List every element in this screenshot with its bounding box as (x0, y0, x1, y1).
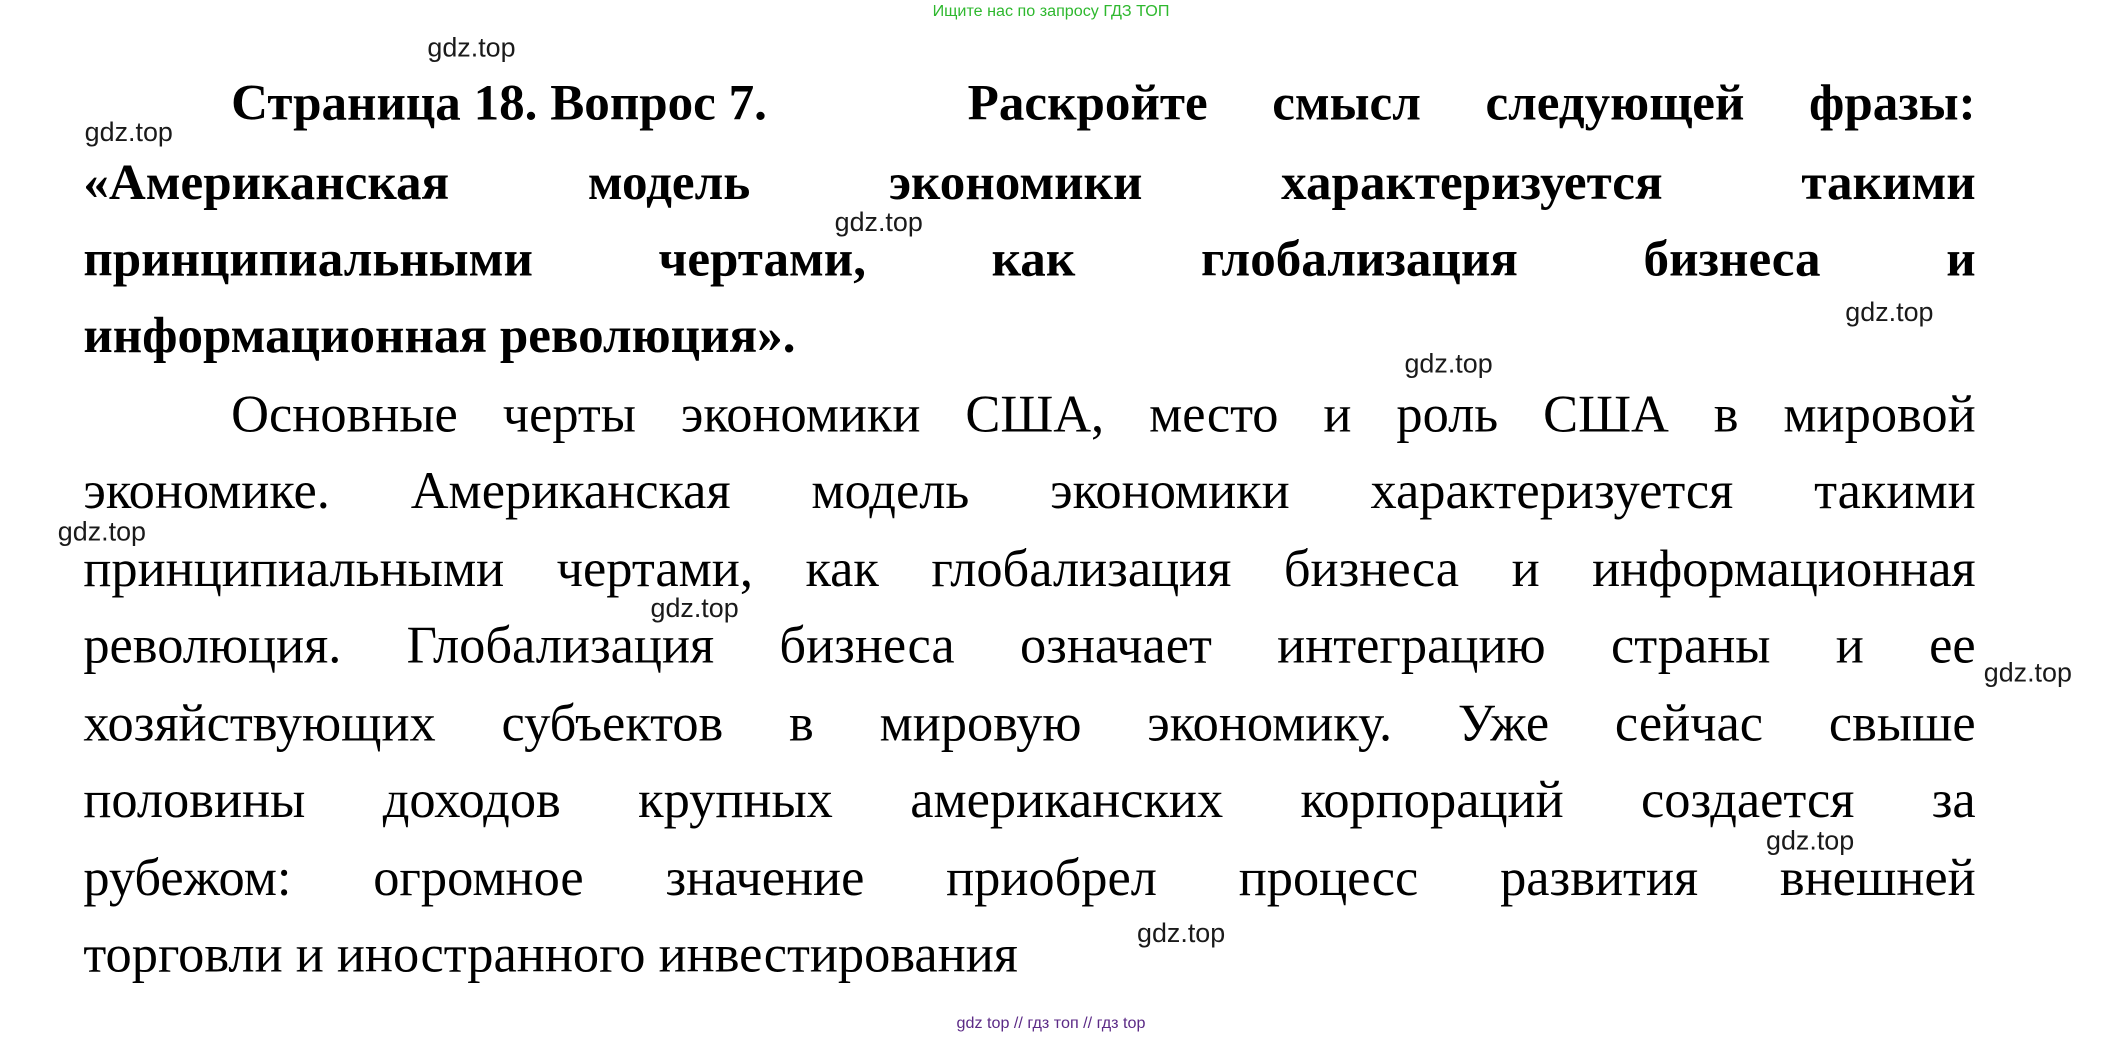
watermark: gdz.top (1137, 919, 1226, 949)
answer-line-2: экономике. Американская модель экономики характеризуется такими (83, 462, 1976, 521)
watermark: gdz.top (57, 517, 146, 548)
question-header: Страница 18. Вопрос 7. (231, 75, 767, 132)
footer-links[interactable]: gdz top // гдз топ // гдз top (956, 1013, 1146, 1033)
watermark: gdz.top (650, 594, 739, 624)
answer-line-5: хозяйствующих субъектов в мировую экономику. Уже сейчас свыше (83, 694, 1976, 753)
watermark: gdz.top (1766, 826, 1855, 857)
answer-line-3: принципиальными чертами, как глобализация бизнеса и информационная (83, 540, 1976, 599)
answer-line-1: Основные черты экономики США, место и роль США в мировой (231, 385, 1976, 444)
watermark: gdz.top (1404, 349, 1493, 380)
answer-line-4: революция. Глобализация бизнеса означает интеграцию страны и ее (83, 616, 1976, 675)
watermark: gdz.top (427, 33, 516, 64)
top-banner[interactable]: Ищите нас по запросу ГДЗ ТОП (932, 1, 1170, 21)
watermark: gdz.top (834, 208, 923, 238)
watermark: gdz.top (84, 118, 173, 148)
answer-line-6: половины доходов крупных американских корпораций создается за (83, 771, 1976, 830)
answer-line-8: торговли и иностранного инвестирования (83, 926, 1018, 984)
answer-line-7: рубежом: огромное значение приобрел процесс развития внешней (83, 849, 1976, 908)
question-line-2: «Американская модель экономики характеризуется такими (83, 154, 1976, 212)
watermark: gdz.top (1983, 658, 2072, 689)
question-line-4: информационная революция». (83, 307, 796, 365)
watermark: gdz.top (1845, 298, 1934, 328)
question-line-1: Раскройте смысл следующей фразы: (967, 75, 1976, 132)
question-line-3: принципиальными чертами, как глобализация бизнеса и (83, 231, 1976, 288)
